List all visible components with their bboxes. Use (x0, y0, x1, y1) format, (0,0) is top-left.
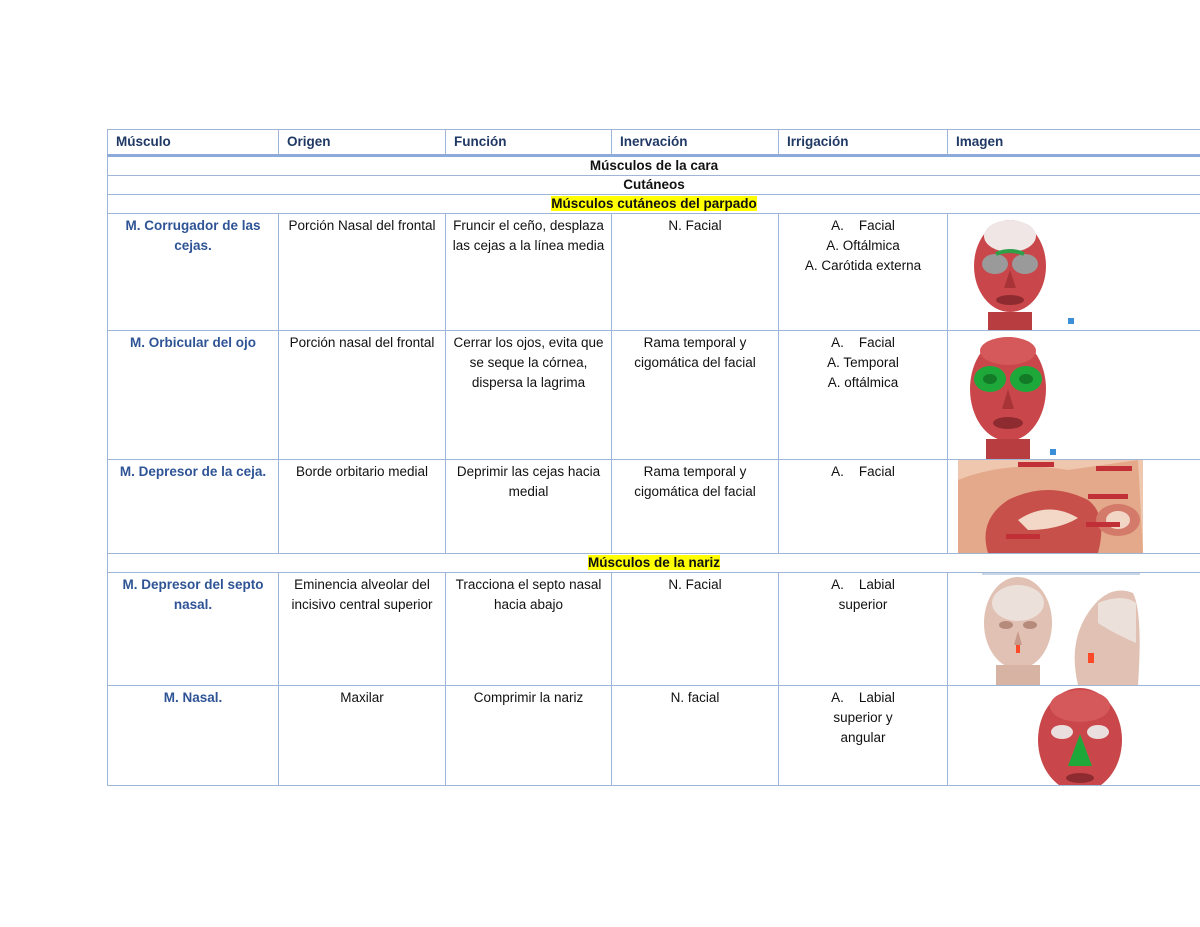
function-cell: Comprimir la nariz (446, 686, 612, 786)
section-title-cutaneos: Cutáneos (108, 176, 1200, 195)
muscle-name: M. Orbicular del ojo (108, 331, 279, 460)
header-musculo: Músculo (108, 130, 279, 156)
origin-cell: Borde orbitario medial (279, 460, 446, 554)
innervation-cell: N. Facial (612, 573, 779, 686)
origin-cell: Porción Nasal del frontal (279, 214, 446, 331)
muscle-name: M. Nasal. (108, 686, 279, 786)
function-cell: Tracciona el septo nasal hacia abajo (446, 573, 612, 686)
function-cell: Fruncir el ceño, desplaza las cejas a la línea media (446, 214, 612, 331)
section-title-cara: Músculos de la cara (108, 156, 1200, 176)
origin-cell: Eminencia alveolar del incisivo central superior (279, 573, 446, 686)
header-origen: Origen (279, 130, 446, 156)
muscle-name: M. Depresor del septo nasal. (108, 573, 279, 686)
orbicularis-face-illustration (948, 331, 1200, 459)
table-row (108, 686, 1200, 786)
irrigation-line: A. Oftálmica (826, 238, 900, 253)
irrigation-line: A. Labial (831, 577, 895, 592)
irrigation-line: superior (838, 597, 888, 612)
irrigation-line: superior y (833, 710, 893, 725)
irrigation-cell (779, 573, 948, 686)
irrigation-line: A. oftálmica (827, 375, 899, 390)
depressor-supercilii-illustration (948, 460, 1200, 553)
innervation-cell: Rama temporal y cigomática del facial (612, 331, 779, 460)
header-irrigacion: Irrigación (779, 130, 948, 156)
origin-cell: Maxilar (279, 686, 446, 786)
table-header-row (108, 130, 1200, 156)
image-cell (948, 573, 1200, 686)
section-title-nariz: Músculos de la nariz (587, 555, 721, 570)
irrigation-cell (779, 686, 948, 786)
innervation-cell: N. Facial (612, 214, 779, 331)
function-cell: Deprimir las cejas hacia medial (446, 460, 612, 554)
section-row-parpado (108, 195, 1200, 214)
function-cell: Cerrar los ojos, evita que se seque la córnea, dispersa la lagrima (446, 331, 612, 460)
section-row-nariz (108, 554, 1200, 573)
corrugator-face-illustration (948, 214, 1200, 330)
irrigation-cell (779, 460, 948, 554)
irrigation-line: A. Temporal (827, 355, 899, 370)
irrigation-line: A. Facial (831, 464, 895, 479)
image-cell (948, 460, 1200, 554)
muscle-table (107, 129, 1200, 786)
irrigation-line: A. Facial (831, 335, 895, 350)
table-row (108, 331, 1200, 460)
origin-cell: Porción nasal del frontal (279, 331, 446, 460)
header-funcion: Función (446, 130, 612, 156)
innervation-cell: N. facial (612, 686, 779, 786)
muscle-name: M. Corrugador de las cejas. (108, 214, 279, 331)
section-row-cara (108, 156, 1200, 176)
irrigation-cell (779, 214, 948, 331)
depressor-septi-illustration (948, 573, 1200, 685)
section-title-parpado: Músculos cutáneos del parpado (551, 196, 757, 211)
table-row (108, 460, 1200, 554)
header-inervacion: Inervación (612, 130, 779, 156)
irrigation-cell (779, 331, 948, 460)
image-cell (948, 686, 1200, 786)
irrigation-line: A. Labial (831, 690, 895, 705)
irrigation-line: A. Carótida externa (804, 258, 922, 273)
section-row-cutaneos (108, 176, 1200, 195)
muscle-name: M. Depresor de la ceja. (108, 460, 279, 554)
table-row (108, 573, 1200, 686)
image-cell (948, 331, 1200, 460)
nasalis-face-illustration (948, 686, 1200, 785)
image-cell (948, 214, 1200, 331)
irrigation-line: angular (840, 730, 886, 745)
table-row (108, 214, 1200, 331)
header-imagen: Imagen (948, 130, 1200, 156)
irrigation-line: A. Facial (831, 218, 895, 233)
innervation-cell: Rama temporal y cigomática del facial (612, 460, 779, 554)
